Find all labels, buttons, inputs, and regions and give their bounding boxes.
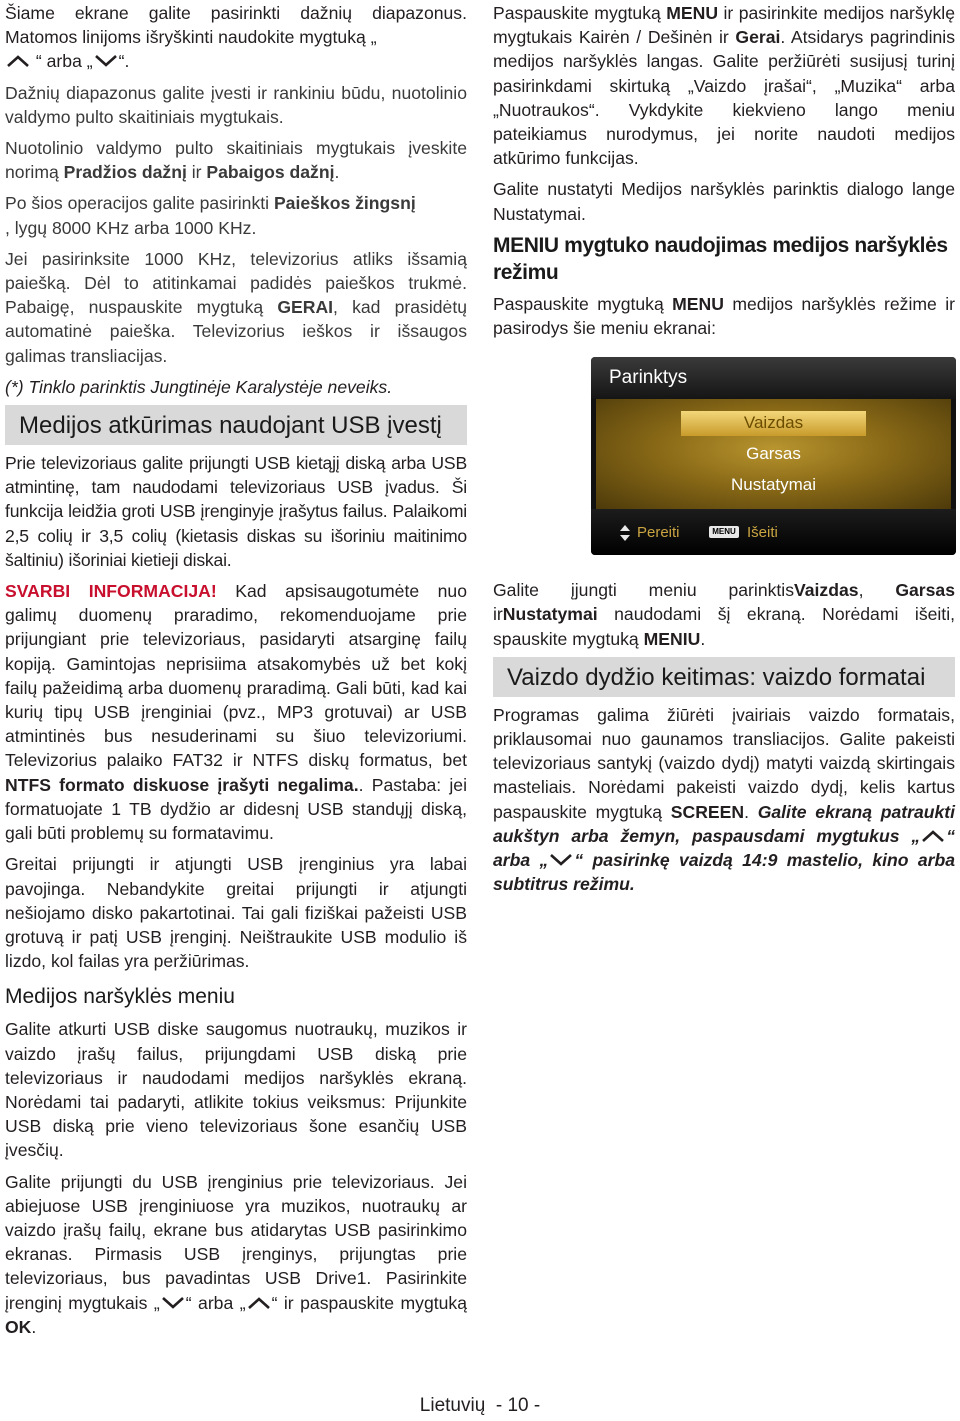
text: SCREEN: [670, 801, 745, 822]
text: OK: [5, 1316, 32, 1337]
text: NTFS formato diskuose įrašyti negalima.: [5, 774, 359, 795]
paragraph: Greitai prijungti ir atjungti USB įrenginius yra labai pavojinga. Nebandykite greitai prijungti ir atjungti nešiojamo disko pakartotinai. Tai gali fiziškai pažeisti USB grotuvą ir patį USB įrenginį. Neištraukite USB modulio iš lizdo, kol failas yra peržiūrimas.: [5, 854, 467, 972]
text: Vaizdas: [794, 580, 859, 601]
paragraph: Galite nustatyti Medijos naršyklės parinktis dialogo lange Nustatymai.: [493, 179, 955, 224]
text: GERAI: [277, 297, 334, 318]
chevron-up-icon: [920, 829, 946, 843]
text: MENU: [666, 3, 719, 23]
text: .: [744, 801, 758, 822]
text: .: [334, 162, 340, 183]
subsection-heading: Medijos naršyklės meniu: [5, 985, 235, 1009]
footnote: (*) Tinklo parinktis Jungtinėje Karalystėje neveiks.: [5, 376, 393, 397]
text: .: [700, 628, 706, 649]
left-column: [5, 0, 467, 1339]
text: ir: [493, 604, 503, 625]
paragraph: [493, 292, 955, 340]
text: , lygų 8000 KHz arba 1000 KHz.: [5, 217, 257, 238]
text: Garsas: [895, 580, 955, 601]
text: Paspauskite mygtuką: [493, 293, 673, 314]
text: Galite įjungti meniu parinktis: [493, 580, 794, 601]
text: Po šios operacijos galite pasirinkti: [5, 193, 274, 214]
text: Jei pasirinksite 1000 KHz, televizorius atliks išsamią paiešką. Dėl to atitinkamai padidės paieškos trukmė. Pabaigę, nuspauskite mygtuką: [5, 248, 467, 318]
text: “ arba „: [35, 51, 93, 72]
text: ir: [186, 162, 207, 183]
text: “ arba „: [493, 825, 955, 871]
tv-options-menu-screenshot: [591, 357, 956, 555]
up-down-arrows-icon: [619, 524, 631, 546]
paragraph: [5, 1170, 467, 1339]
section-heading: Vaizdo dydžio keitimas: vaizdo formatai: [493, 657, 955, 697]
paragraph: [493, 1, 955, 170]
text: , kad prasidėtų automatinė paieška. Televizorius ieškos ir išsaugos galimas transliacijas.: [5, 297, 467, 366]
footer-move-label: Pereiti: [637, 524, 680, 541]
paragraph: [493, 703, 955, 897]
text: MENU: [672, 293, 724, 314]
text: ,: [858, 580, 896, 601]
text: . Pastaba: jei formatuojate 1 TB dydžio ar didesnį USB standųjį diską, gali būti problemų su formatavimu.: [5, 774, 467, 844]
menu-title: Parinktys: [591, 357, 956, 399]
chevron-down-icon: [93, 54, 119, 68]
footer-exit-label: Išeiti: [747, 524, 778, 541]
menu-item-vaizdas[interactable]: Vaizdas: [743, 413, 804, 432]
section-heading: Medijos atkūrimas naudojant USB įvestį: [5, 405, 467, 445]
language-label: Lietuvių: [419, 1395, 486, 1416]
paragraph: Prie televizoriaus galite prijungti USB kietąjį diską arba USB atmintinę, tam naudodami televizoriaus USB įvadus. Ši funkcija leidžia groti USB įrenginyje įrašytus failus. Palaikomi 2,5 colių ir 3,5 colių (kietasis diskas su išoriniu maitinimo šaltiniu) išoriniai kietieji diskai.: [5, 453, 467, 570]
text: “ pasirinkę vaizdą 14:9 mastelio, kino arba subtitrus režimu.: [493, 850, 955, 895]
text: Pabaigos dažnį: [206, 162, 335, 183]
text: “.: [118, 51, 130, 72]
text: Nustatymai: [502, 604, 598, 625]
text: Paieškos žingsnį: [273, 193, 416, 214]
warning-label: SVARBI INFORMACIJA!: [5, 581, 217, 602]
paragraph: [493, 578, 955, 651]
text: MENIU: [643, 628, 701, 649]
text: Programas galima žiūrėti įvairiais vaizdo formatais, priklausomai nuo gaunamos transliacijos. Galite pakeisti televizoriaus santykį (vaizdo dydį) matyti vaizdą skirtingais masteliais. Norėdami pakeisti vaizdo dydį, kelis kartus paspauskite mygtuką: [493, 704, 955, 822]
text: medijos naršyklės režime ir pasirodys šie meniu ekranai:: [493, 293, 955, 339]
chevron-up-icon: [5, 54, 31, 68]
page-number: - 10 -: [495, 1395, 541, 1416]
paragraph: [5, 579, 467, 845]
text: naudodami šį ekraną. Norėdami išeiti, spauskite mygtuką: [493, 604, 955, 649]
text: Paspauskite mygtuką: [493, 3, 667, 23]
chevron-down-icon: [160, 1296, 186, 1310]
chevron-down-icon: [548, 853, 574, 867]
menu-item-garsas[interactable]: Garsas: [746, 444, 801, 463]
text: Šiame ekrane galite pasirinkti dažnių diapazonus. Matomos linijoms išryškinti naudokite mygtuką „: [5, 3, 467, 48]
text: Gerai: [735, 27, 781, 48]
text: Galite prijungti du USB įrenginius prie televizoriaus. Jei abiejuose USB įrenginiuose yra muzikos, nuotraukų ar vaizdo įrašų failų, ekrane bus atidarytas USB pasirinkimo ekranas. Pirmasis USB įrenginys, prijungtas prie televizoriaus, bus pavadintas USB Drive1. Pasirinkite įrenginį mygtukais „: [5, 1171, 467, 1313]
text: Nuotolinio valdymo pulto skaitiniais mygtukais įveskite norimą: [5, 138, 467, 183]
text: “ arba „: [185, 1292, 246, 1313]
menu-item-nustatymai[interactable]: Nustatymai: [730, 475, 817, 494]
text: ir pasirinkite medijos naršyklę mygtukais Kairėn / Dešinėn ir: [493, 3, 955, 48]
text: . Atsidarys pagrindinis medijos naršyklės langas. Galite peržiūrėti susijusį turinį pasirinkdami skirtuką „Vaizdo įrašai“, „Muzika“ arba „Nuotraukos“. Vykdykite kiekvieno lango meniu pateikiamus nurodymus, jei norite naudoti medijos atkūrimo funkcijas.: [493, 27, 955, 169]
chevron-up-icon: [246, 1296, 272, 1310]
paragraph: Dažnių diapazonus galite įvesti ir rankiniu būdu, nuotolinio valdymo pulto skaitiniais mygtukais.: [5, 82, 467, 127]
paragraph: [5, 1, 467, 74]
text: .: [31, 1316, 37, 1337]
menu-footer: [591, 509, 956, 555]
paragraph: Galite atkurti USB diske saugomus nuotraukų, muzikos ir vaizdo įrašų failus, prijungdami USB diską prie televizoriaus ir naudodami medijos naršyklės ekraną. Norėdami tai padaryti, atlikite tokius veiksmus: Prijunkite USB diską prie vieno televizoriaus šone esančių USB įvesčių.: [5, 1019, 467, 1161]
text: “ ir paspauskite mygtuką: [271, 1292, 467, 1313]
page-footer: [0, 1395, 960, 1417]
text: Kad apsisaugotumėte nuo galimų duomenų praradimo, rekomenduojame prie prijungiant prie televizoriaus, pasidaryti atsarginę failų kopiją. Gamintojas neprisiima atsakomybės už bet kokį failų pažeidimą arba duomenų praradimą. Gali būti, kad kai kurių tipų USB įrenginiai (pvz., MP3 grotuvai) ar USB atmintinės bus nesuderinami su šiuo televizoriumi. Televizorius palaiko FAT32 ir NTFS diskų formatus, bet: [5, 581, 468, 771]
paragraph: [5, 191, 467, 239]
menu-key-icon: MENU: [709, 526, 739, 538]
menu-body: [596, 399, 951, 509]
paragraph: [5, 247, 467, 368]
paragraph: [5, 136, 467, 184]
text: Galite ekraną patraukti aukštyn arba žemyn, paspausdami mygtukus „: [493, 801, 956, 846]
subsection-heading: MENIU mygtuko naudojimas medijos naršyklės režimu: [493, 233, 948, 284]
text: Pradžios dažnį: [63, 162, 187, 183]
